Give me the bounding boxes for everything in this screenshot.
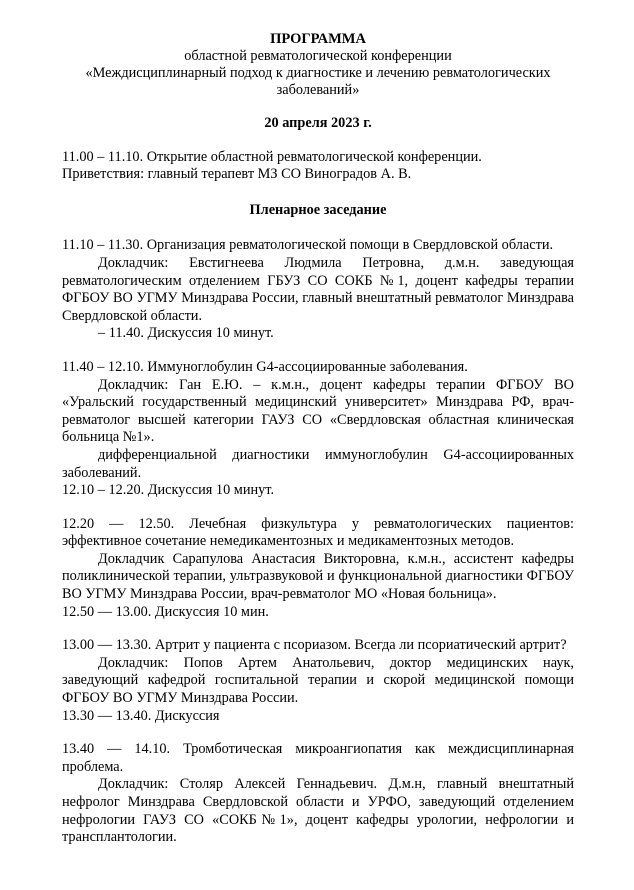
document-page — [62, 30, 574, 847]
talk-5 — [62, 741, 574, 847]
talk-4-time-title: 13.00 — 13.30. Артрит у пациента с псориазом. Всегда ли псориатический артрит? — [62, 637, 567, 654]
conference-date: 20 апреля 2023 г. — [264, 115, 372, 131]
talk-1-speaker: Докладчик: Евстигнеева Людмила Петровна, д.м.н. заведующая ревматологическим отделением ГБУЗ СО СОКБ №1, доцент кафедры терапии ФГБОУ ВО УГМУ Минздрава России, главный внештатный ревматолог Минздрава Свердловской области. — [62, 254, 574, 324]
greetings-line: Приветствия: главный терапевт МЗ СО Виноградов А. В. — [62, 166, 412, 183]
talk-3-time-title: 12.20 — 12.50. Лечебная физкультура у ревматологических пациентов: эффективное сочетание немедикаментозных и медикаментозных методов. — [62, 515, 574, 550]
talk-5-speaker: Докладчик: Столяр Алексей Геннадьевич. Д.м.н, главный внештатный нефролог Минздрава Свердловской области и УРФО, заведующий отделением нефрологии ГАУЗ СО «СОКБ№1», доцент кафедры урологии, нефрологии и трансплантологии. — [62, 776, 574, 846]
talk-3-speaker: Докладчик Сарапулова Анастасия Викторовна, к.м.н., ассистент кафедры поликлинической терапии, ультразвуковой и функциональной диагностики ФГБОУ ВО УГМУ Минздрава России, врач-ревматолог МО «Новая больница». — [62, 550, 574, 603]
plenary-session-heading: Пленарное заседание — [249, 201, 387, 218]
talk-2 — [62, 359, 574, 500]
talk-4-speaker: Докладчик: Попов Артем Анатольевич, доктор медицинских наук, заведующий кафедрой госпитальной терапии и скорой медицинской помощи ФГБОУ ВО УГМУ Минздрава России. — [62, 654, 574, 707]
opening-line: 11.00 – 11.10. Открытие областной ревматологической конференции. — [62, 148, 482, 165]
talk-2-speaker: Докладчик: Ган Е.Ю. – к.м.н., доцент кафедры терапии ФГБОУ ВО «Уральский государственный медицинский университет» Минздрава РФ, врач-ревматолог высшей категории ГАУЗ СО «Свердловская областная клиническая больница №1». — [62, 376, 574, 446]
program-title: ПРОГРАММА — [270, 31, 366, 47]
talk-3-discussion: 12.50 — 13.00. Дискуссия 10 мин. — [62, 603, 269, 620]
talk-5-time-title: 13.40 — 14.10. Тромботическая микроангиопатия как междисциплинарная проблема. — [62, 741, 574, 775]
conference-subtitle-line-3: заболеваний» — [276, 82, 360, 98]
talk-2-extra: дифференциальной диагностики иммуноглобулин G4-ассоциированных заболеваний. — [62, 446, 574, 481]
talk-4 — [62, 637, 574, 725]
opening-block — [62, 149, 574, 184]
conference-subtitle-line-1: областной ревматологической конференции — [184, 48, 452, 64]
talk-1 — [62, 237, 574, 343]
talk-2-discussion: 12.10 – 12.20. Дискуссия 10 минут. — [62, 482, 275, 499]
talk-1-time-title: 11.10 – 11.30. Организация ревматологической помощи в Свердловской области. — [62, 237, 554, 254]
talk-3 — [62, 516, 574, 622]
talk-4-discussion: 13.30 — 13.40. Дискуссия — [62, 707, 220, 724]
talk-1-discussion: – 11.40. Дискуссия 10 минут. — [98, 325, 274, 342]
talk-2-time-title: 11.40 – 12.10. Иммуноглобулин G4-ассоциированные заболевания. — [62, 358, 468, 375]
conference-subtitle-line-2: «Междисциплинарный подход к диагностике и лечению ревматологических — [85, 65, 551, 81]
